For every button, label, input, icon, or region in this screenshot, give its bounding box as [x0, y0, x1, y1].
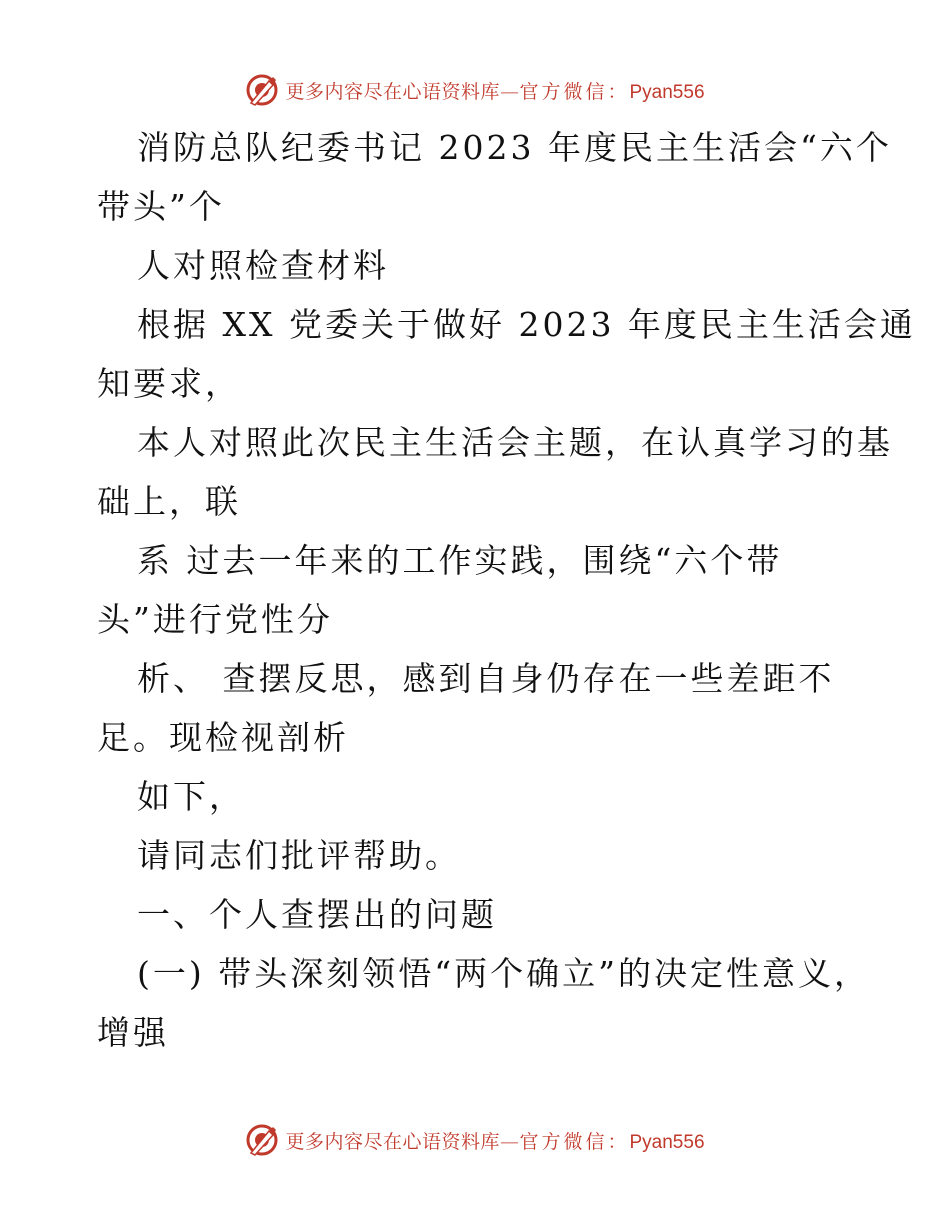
subsection-heading: (一) 带头深刻领悟“两个确立”的决定性意义， — [137, 954, 870, 993]
document-body — [97, 118, 916, 1062]
title-line-2: 带头”个 — [97, 187, 225, 226]
paragraph-line: 如下， — [137, 777, 245, 816]
title-line-1: 消防总队纪委书记 2023 年度民主生活会“六个 — [137, 128, 892, 167]
header-watermark — [0, 70, 950, 110]
paragraph-line: 头”进行党性分 — [97, 600, 333, 639]
watermark-text: 更多内容尽在心语资料库—官方微信：Pyan556 — [285, 80, 705, 103]
paragraph-line: 本人对照此次民主生活会主题，在认真学习的基 — [137, 423, 893, 462]
paragraph-line: 析、 查摆反思，感到自身仍存在一些差距不 — [137, 659, 835, 698]
paragraph-line: 知要求， — [97, 364, 241, 403]
paragraph-line: 础上，联 — [97, 482, 241, 521]
paragraph-line: 增强 — [97, 1013, 169, 1052]
section-heading: 一、个人查摆出的问题 — [137, 895, 497, 934]
paragraph-line: 请同志们批评帮助。 — [137, 836, 461, 875]
paragraph-line: 系 过去一年来的工作实践，围绕“六个带 — [137, 541, 783, 580]
pen-logo-icon — [245, 73, 279, 107]
watermark-text: 更多内容尽在心语资料库—官方微信：Pyan556 — [285, 1130, 705, 1153]
title-line-3: 人对照检查材料 — [137, 246, 389, 285]
paragraph-line: 根据 XX 党委关于做好 2023 年度民主生活会通 — [137, 305, 916, 344]
footer-watermark — [0, 1120, 950, 1160]
paragraph-line: 足。现检视剖析 — [97, 718, 349, 757]
pen-logo-icon — [245, 1123, 279, 1157]
